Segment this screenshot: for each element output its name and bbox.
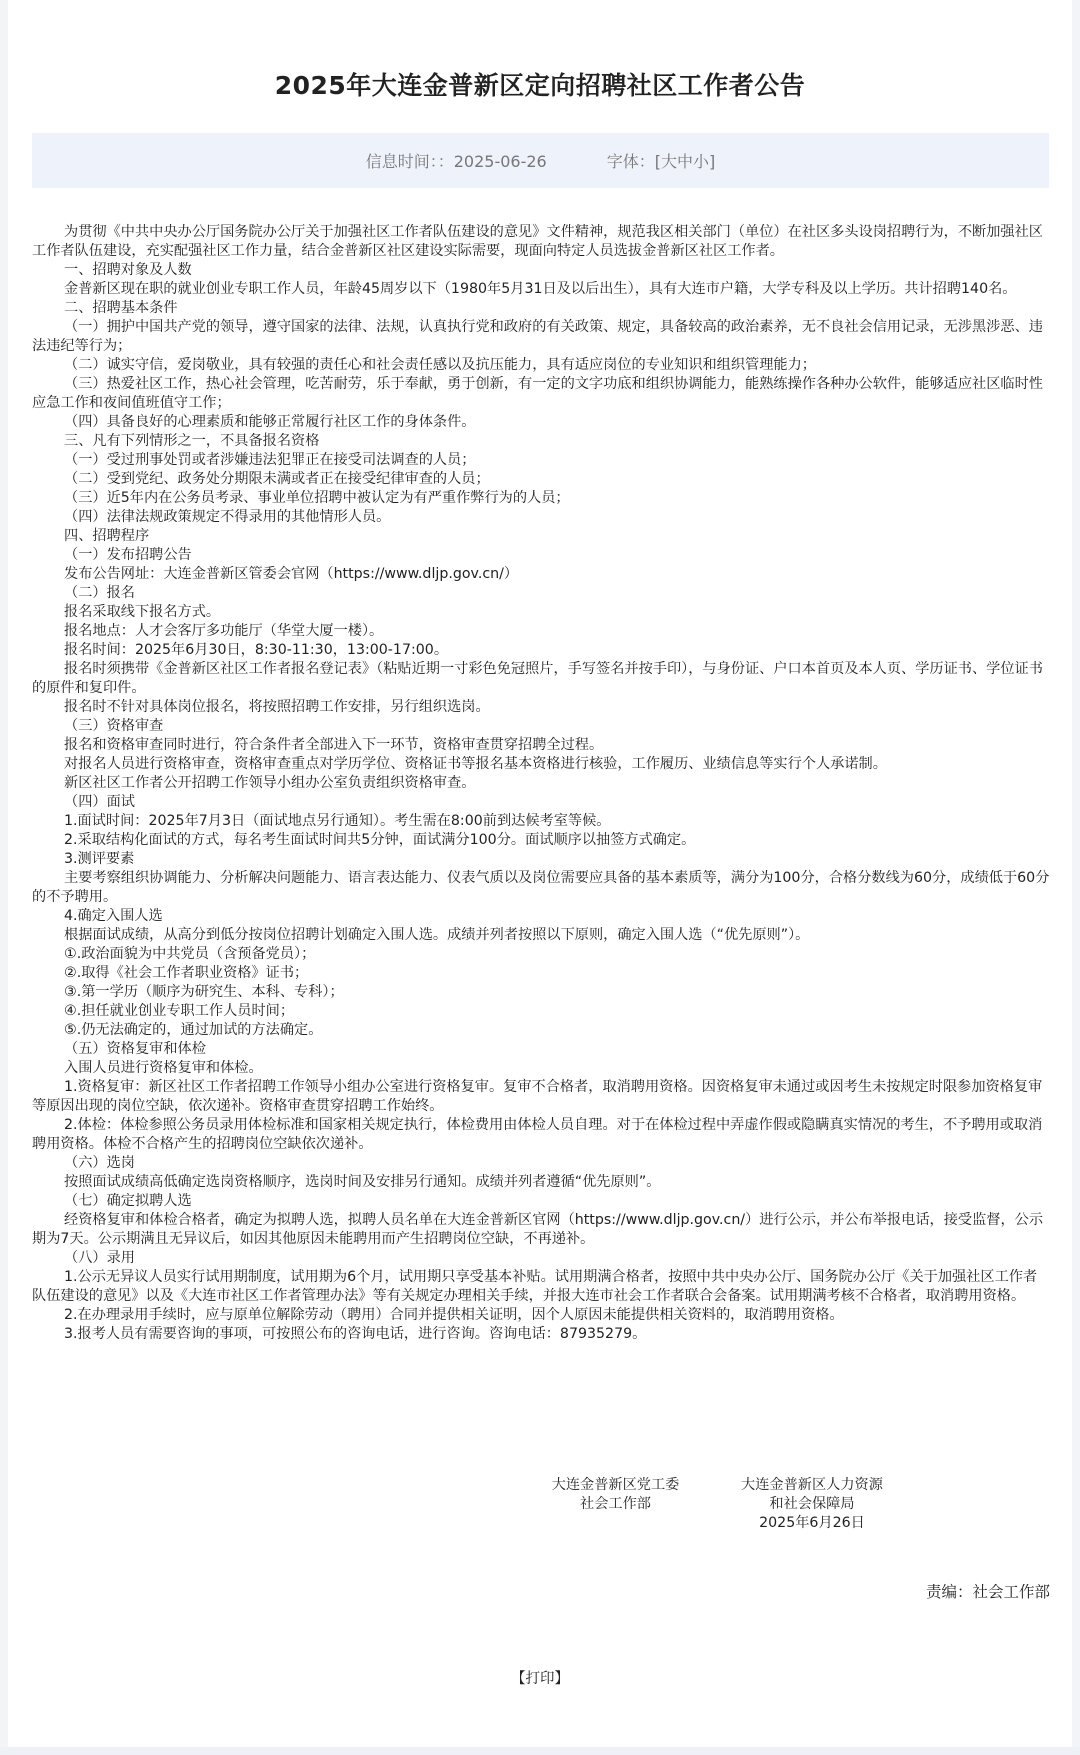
- paragraph: ④.担任就业创业专职工作人员时间；: [64, 1003, 295, 1019]
- article-body: [32, 223, 1050, 1344]
- editor-credit: 责编：社会工作部: [925, 1583, 1050, 1601]
- paragraph: ②.取得《社会工作者职业资格》证书；: [64, 965, 309, 981]
- paragraph: 4.确定入围人选: [64, 908, 163, 924]
- paragraph: ①.政治面貌为中共党员（含预备党员）；: [64, 946, 316, 962]
- info-bar: [32, 133, 1049, 188]
- signature-right-line2: 和社会保障局: [769, 1496, 855, 1512]
- paragraph: （八）录用: [64, 1250, 135, 1266]
- paragraph: 对报名人员进行资格审查，资格审查重点对学历学位、资格证书等报名基本资格进行核验，工作履历、业绩信息等实行个人承诺制。: [64, 756, 887, 772]
- paragraph: 1.资格复审：新区社区工作者招聘工作领导小组办公室进行资格复审。复审不合格者，取消聘用资格。因资格复审未通过或因考生未按规定时限参加资格复审等原因出现的岗位空缺，依次递补。资格审查贯穿招聘工作始终。: [32, 1079, 1043, 1114]
- paragraph: 报名时须携带《金普新区社区工作者报名登记表》（粘贴近期一寸彩色免冠照片，手写签名并按手印），与身份证、户口本首页及本人页、学历证书、学位证书的原件和复印件。: [32, 661, 1043, 696]
- paragraph: （一）发布招聘公告: [64, 547, 192, 563]
- page-title: 2025年大连金普新区定向招聘社区工作者公告: [274, 71, 806, 100]
- paragraph: （七）确定拟聘人选: [64, 1193, 192, 1209]
- paragraph: 报名时间：2025年6月30日，8:30-11:30，13:00-17:00。: [64, 642, 449, 658]
- paragraph: （三）近5年内在公务员考录、事业单位招聘中被认定为有严重作弊行为的人员；: [64, 490, 570, 506]
- paragraph: 四、招聘程序: [64, 528, 150, 544]
- signature-right: [712, 1476, 912, 1533]
- paragraph: 入围人员进行资格复审和体检。: [64, 1060, 263, 1076]
- paragraph: （三）热爱社区工作，热心社会管理，吃苦耐劳，乐于奉献，勇于创新，有一定的文字功底和组织协调能力，能熟练操作各种办公软件，能够适应社区临时性应急工作和夜间值班值守工作；: [32, 376, 1043, 411]
- signature-date: 2025年6月26日: [759, 1515, 865, 1531]
- signature-left: [528, 1476, 703, 1514]
- paragraph: 按照面试成绩高低确定选岗资格顺序，选岗时间及安排另行通知。成绩并列者遵循“优先原则”。: [64, 1174, 661, 1190]
- paragraph: ③.第一学历（顺序为研究生、本科、专科）；: [64, 984, 344, 1000]
- print-link[interactable]: 【打印】: [511, 1671, 569, 1687]
- paragraph: （五）资格复审和体检: [64, 1041, 206, 1057]
- paragraph: 3.报考人员有需要咨询的事项，可按照公布的咨询电话，进行咨询。咨询电话：87935279。: [64, 1326, 647, 1342]
- paragraph: 根据面试成绩，从高分到低分按岗位招聘计划确定入围人选。成绩并列者按照以下原则，确定入围人选（“优先原则”）。: [64, 927, 810, 943]
- paragraph: 一、招聘对象及人数: [64, 262, 192, 278]
- paragraph: 发布公告网址：大连金普新区管委会官网（https://www.dljp.gov.cn/）: [64, 566, 519, 582]
- signature-left-line2: 社会工作部: [580, 1496, 651, 1512]
- paragraph: 报名地点：人才会客厅多功能厅（华堂大厦一楼）。: [64, 623, 384, 639]
- paragraph: 1.面试时间：2025年7月3日（面试地点另行通知）。考生需在8:00前到达候考室等候。: [64, 813, 611, 829]
- page-edge-left: [0, 0, 8, 1755]
- info-time: 信息时间：：2025-06-26: [365, 152, 547, 171]
- paragraph: （六）选岗: [64, 1155, 135, 1171]
- paragraph: 经资格复审和体检合格者，确定为拟聘人选，拟聘人员名单在大连金普新区官网（https://www.dljp.gov.cn/）进行公示，并公布举报电话，接受监督，公示期为7天。公示期满且无异议后，如因其他原因未能聘用而产生招聘岗位空缺，不再递补。: [32, 1212, 1044, 1247]
- paragraph: 报名时不针对具体岗位报名，将按照招聘工作安排，另行组织选岗。: [64, 699, 490, 715]
- paragraph: （四）具备良好的心理素质和能够正常履行社区工作的身体条件。: [64, 414, 476, 430]
- paragraph: 1.公示无异议人员实行试用期制度，试用期为6个月，试用期只享受基本补贴。试用期满合格者，按照中共中央办公厅、国务院办公厅《关于加强社区工作者队伍建设的意见》以及《大连市社区工作者管理办法》等有关规定办理相关手续，并报大连市社会工作者联合会备案。试用期满考核不合格者，取消聘用资格。: [32, 1269, 1038, 1304]
- paragraph: （二）诚实守信，爱岗敬业，具有较强的责任心和社会责任感以及抗压能力，具有适应岗位的专业知识和组织管理能力；: [64, 357, 816, 373]
- font-size-selector[interactable]: 字体：[大中小]: [606, 152, 716, 171]
- paragraph: （二）报名: [64, 585, 135, 601]
- paragraph: 二、招聘基本条件: [64, 300, 178, 316]
- paragraph: 新区社区工作者公开招聘工作领导小组办公室负责组织资格审查。: [64, 775, 476, 791]
- paragraph: （一）受过刑事处罚或者涉嫌违法犯罪正在接受司法调查的人员；: [64, 452, 476, 468]
- paragraph: 2.在办理录用手续时，应与原单位解除劳动（聘用）合同并提供相关证明，因个人原因未能提供相关资料的，取消聘用资格。: [64, 1307, 844, 1323]
- paragraph: 2.体检：体检参照公务员录用体检标准和国家相关规定执行，体检费用由体检人员自理。对于在体检过程中弄虚作假或隐瞒真实情况的考生，不予聘用或取消聘用资格。体检不合格产生的招聘岗位空缺依次递补。: [32, 1117, 1043, 1152]
- signature-right-line1: 大连金普新区人力资源: [741, 1477, 883, 1493]
- paragraph: 主要考察组织协调能力、分析解决问题能力、语言表达能力、仪表气质以及岗位需要应具备的基本素质等，满分为100分，合格分数线为60分，成绩低于60分的不予聘用。: [32, 870, 1050, 905]
- paragraph: 三、凡有下列情形之一，不具备报名资格: [64, 433, 320, 449]
- paragraph: 为贯彻《中共中央办公厅国务院办公厅关于加强社区工作者队伍建设的意见》文件精神，规范我区相关部门（单位）在社区多头设岗招聘行为，不断加强社区工作者队伍建设，充实配强社区工作力量，结合金普新区社区建设实际需要，现面向特定人员选拔金普新区社区工作者。: [32, 224, 1043, 259]
- signature-left-line1: 大连金普新区党工委: [551, 1477, 680, 1493]
- paragraph: 3.测评要素: [64, 851, 135, 867]
- paragraph: （三）资格审查: [64, 718, 164, 734]
- paragraph: ⑤.仍无法确定的，通过加试的方法确定。: [64, 1022, 323, 1038]
- paragraph: （四）面试: [64, 794, 135, 810]
- paragraph: （四）法律法规政策规定不得录用的其他情形人员。: [64, 509, 391, 525]
- paragraph: （二）受到党纪、政务处分期限未满或者正在接受纪律审查的人员；: [64, 471, 490, 487]
- paragraph: 报名采取线下报名方式。: [64, 604, 221, 620]
- paragraph: （一）拥护中国共产党的领导，遵守国家的法律、法规，认真执行党和政府的有关政策、规定，具备较高的政治素养，无不良社会信用记录，无涉黑涉恶、违法违纪等行为；: [32, 319, 1043, 354]
- page-edge-right: [1072, 0, 1080, 1755]
- paragraph: 报名和资格审查同时进行，符合条件者全部进入下一环节，资格审查贯穿招聘全过程。: [64, 737, 604, 753]
- paragraph: 金普新区现在职的就业创业专职工作人员，年龄45周岁以下（1980年5月31日及以后出生），具有大连市户籍，大学专科及以上学历。共计招聘140名。: [64, 281, 1017, 297]
- paragraph: 2.采取结构化面试的方式，每名考生面试时间共5分钟，面试满分100分。面试顺序以抽签方式确定。: [64, 832, 696, 848]
- page-edge-bottom: [0, 1747, 1080, 1755]
